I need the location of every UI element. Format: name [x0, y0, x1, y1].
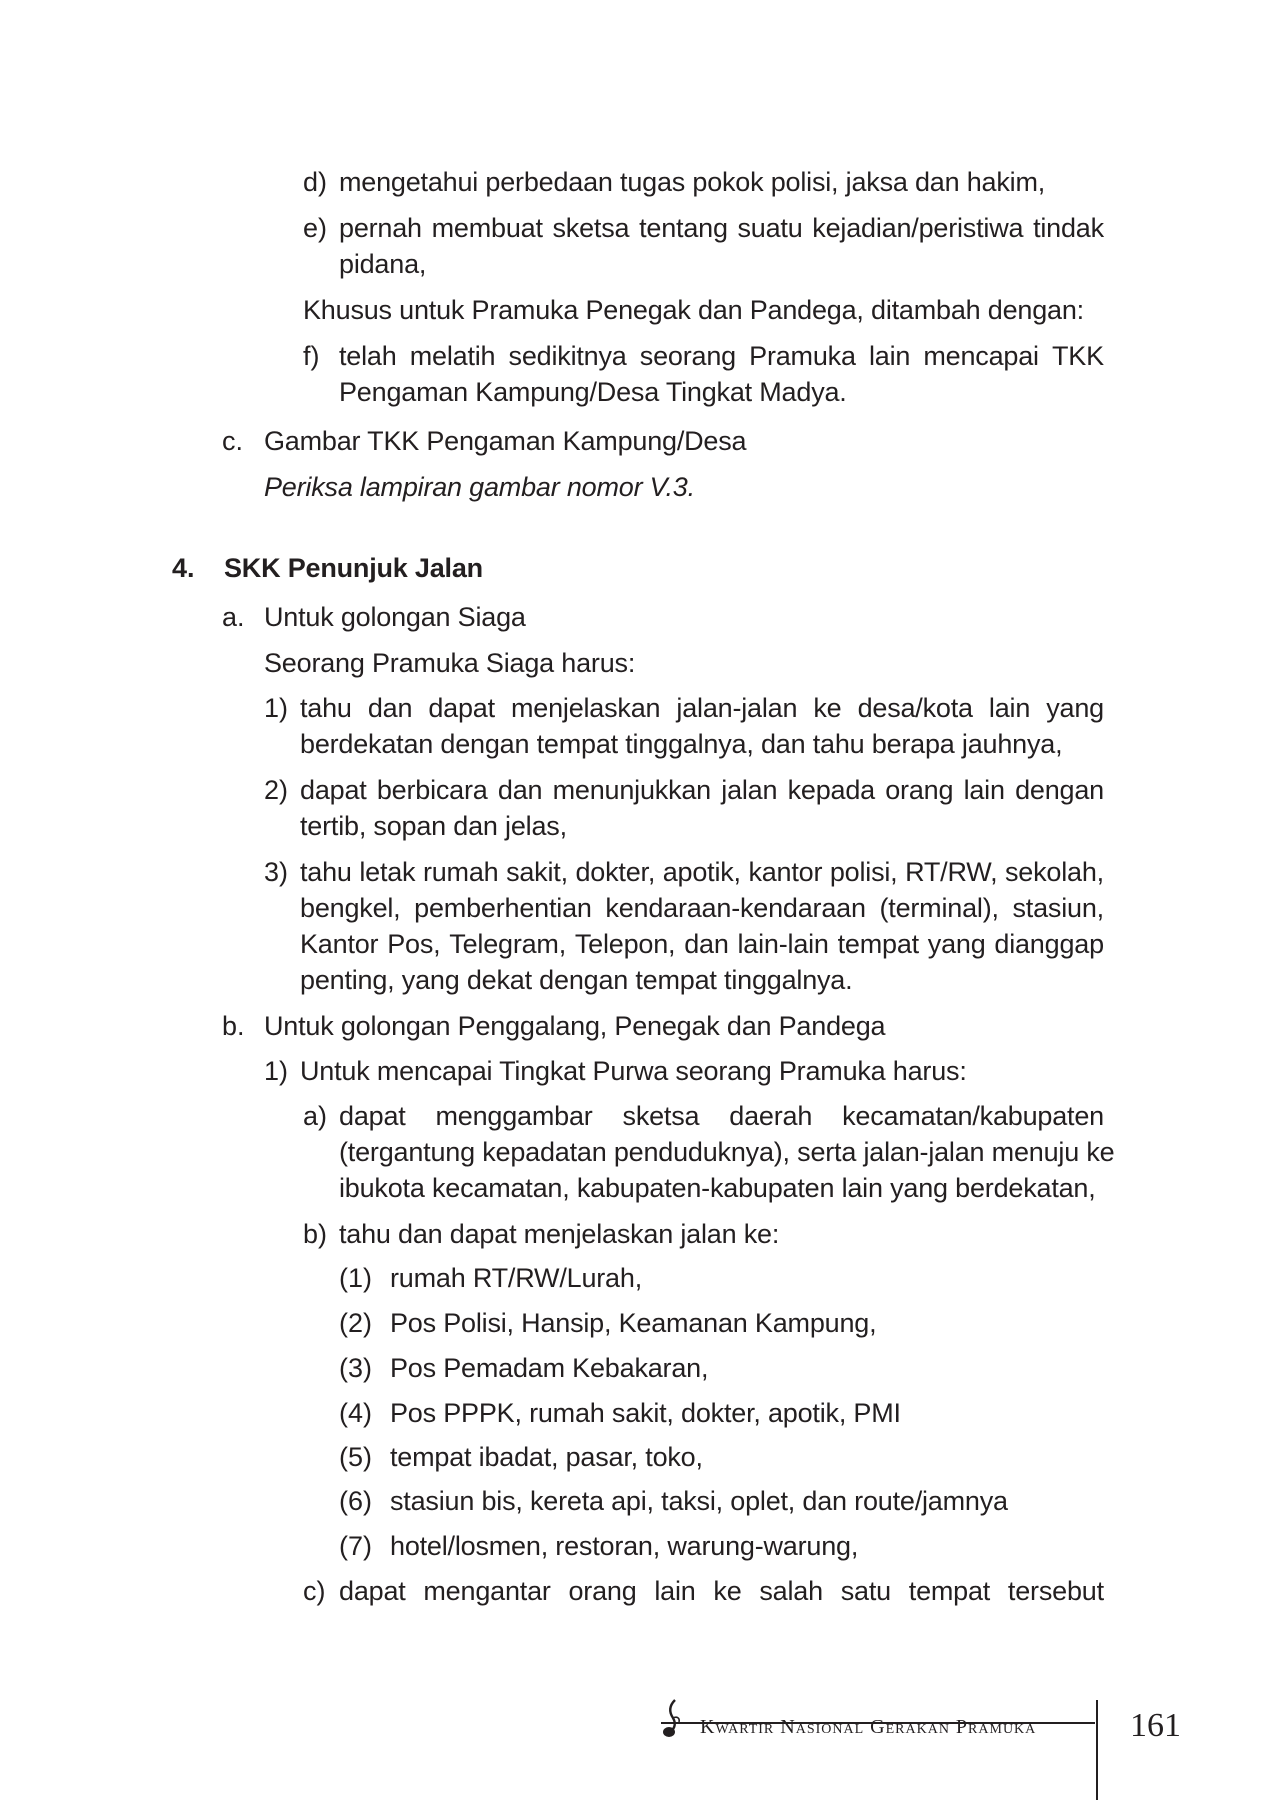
word: menjelaskan	[510, 693, 661, 723]
place-label: (3)	[339, 1353, 372, 1383]
item-d-text: mengetahui perbedaan tugas pokok polisi, jaksa dan hakim,	[339, 167, 1046, 197]
word: kejadian/peristiwa	[812, 213, 1024, 243]
item-b1-label: 1)	[264, 1056, 289, 1086]
word: dokter,	[575, 857, 656, 887]
place-text: Pos Polisi, Hansip, Keamanan Kampung,	[390, 1308, 877, 1338]
word: mengantar	[423, 1576, 551, 1606]
word: apotik,	[662, 857, 741, 887]
place-label: (4)	[339, 1398, 372, 1428]
place-text: rumah RT/RW/Lurah,	[390, 1263, 642, 1293]
word: lain	[868, 341, 911, 371]
word: pemberhentian	[414, 893, 592, 923]
word: daerah	[729, 1101, 813, 1131]
word: dapat	[339, 1576, 406, 1606]
word: RT/RW,	[905, 857, 998, 887]
item-b1-text: Untuk mencapai Tingkat Purwa seorang Pramuka harus:	[300, 1056, 967, 1086]
item-f-line2: Pengaman Kampung/Desa Tingkat Madya.	[339, 377, 847, 407]
word: ke	[813, 693, 842, 723]
item-a3-label: 3)	[264, 857, 289, 887]
page-number: 161	[1130, 1707, 1181, 1744]
word: letak	[359, 857, 416, 887]
place-label: (5)	[339, 1442, 372, 1472]
word: kecamatan/kabupaten	[842, 1101, 1104, 1131]
word: (terminal),	[879, 893, 999, 923]
item-c-label: c.	[222, 426, 244, 456]
word: membuat	[431, 213, 543, 243]
word: dapat	[428, 693, 495, 723]
section-title: SKK Penunjuk Jalan	[224, 553, 483, 583]
word: kepada	[787, 775, 875, 805]
word: lain	[963, 775, 1005, 805]
word: salah	[759, 1576, 823, 1606]
word: kendaraan-kendaraan	[605, 893, 866, 923]
item-a3-line3	[300, 926, 1104, 962]
item-e-label: e)	[303, 213, 328, 243]
word: Pramuka	[749, 341, 856, 371]
word: pernah	[339, 213, 422, 243]
word: dan	[497, 775, 543, 805]
word: telah	[339, 341, 397, 371]
item-bb-text: tahu dan dapat menjelaskan jalan ke:	[339, 1219, 780, 1249]
word: jalan-jalan	[676, 693, 798, 723]
word: berbicara	[376, 775, 488, 805]
place-text: Pos Pemadam Kebakaran,	[390, 1353, 709, 1383]
word: menunjukkan	[552, 775, 711, 805]
place-text: tempat ibadat, pasar, toko,	[390, 1442, 703, 1472]
word: polisi,	[829, 857, 898, 887]
word: stasiun,	[1012, 893, 1104, 923]
item-a2-line1	[300, 772, 1104, 808]
place-text: Pos PPPK, rumah sakit, dokter, apotik, PMI	[390, 1398, 901, 1428]
item-a1-line1	[300, 690, 1104, 726]
item-ba-line1	[339, 1098, 1104, 1134]
item-f-label: f)	[303, 341, 320, 371]
word: sedikitnya	[508, 341, 627, 371]
item-a3-line4: penting, yang dekat dengan tempat tinggalnya.	[300, 965, 853, 995]
item-a-text: Untuk golongan Siaga	[264, 602, 526, 632]
section-number: 4.	[172, 553, 195, 583]
word: melatih	[409, 341, 496, 371]
word: orang	[568, 1576, 637, 1606]
item-ba-line3: ibukota kecamatan, kabupaten-kabupaten lain yang berdekatan,	[339, 1173, 1096, 1203]
word: dianggap	[994, 929, 1104, 959]
item-a-intro: Seorang Pramuka Siaga harus:	[264, 648, 636, 678]
word: tempat	[908, 1576, 991, 1606]
word: lain	[988, 693, 1031, 723]
word: sketsa	[622, 1101, 700, 1131]
footer-divider	[1096, 1700, 1098, 1800]
word: sekolah,	[1004, 857, 1104, 887]
word: tempat	[837, 929, 919, 959]
word: sketsa	[552, 213, 630, 243]
word: dan	[367, 693, 413, 723]
word: tentang	[639, 213, 728, 243]
place-label: (2)	[339, 1308, 372, 1338]
word: yang	[927, 929, 986, 959]
word: seorang	[639, 341, 736, 371]
item-c-text: Gambar TKK Pengaman Kampung/Desa	[264, 426, 747, 456]
word: yang	[1046, 693, 1104, 723]
item-e-line2: pidana,	[339, 249, 427, 279]
word: suatu	[737, 213, 803, 243]
place-label: (1)	[339, 1263, 372, 1293]
item-bc-line1	[339, 1573, 1104, 1609]
word: Telegram,	[449, 929, 567, 959]
item-bb-label: b)	[303, 1219, 328, 1249]
word: sakit,	[506, 857, 568, 887]
item-ba-label: a)	[303, 1101, 328, 1131]
word: tahu	[300, 693, 352, 723]
place-label: (6)	[339, 1486, 372, 1516]
word: jalan	[721, 775, 778, 805]
word: rumah	[422, 857, 499, 887]
tunas-kelapa-logo-icon	[661, 1698, 683, 1740]
item-bc-label: c)	[303, 1576, 326, 1606]
word: tindak	[1033, 213, 1104, 243]
item-b-label: b.	[222, 1011, 245, 1041]
item-e-line1	[339, 210, 1104, 246]
word: mencapai	[923, 341, 1039, 371]
item-a-label: a.	[222, 602, 245, 632]
word: orang	[885, 775, 954, 805]
item-a2-label: 2)	[264, 775, 289, 805]
item-a3-line1	[300, 854, 1104, 890]
place-label: (7)	[339, 1531, 372, 1561]
word: dan	[684, 929, 729, 959]
item-c-note: Periksa lampiran gambar nomor V.3.	[264, 472, 695, 502]
word: tahu	[300, 857, 352, 887]
item-a2-line2: tertib, sopan dan jelas,	[300, 811, 567, 841]
word: desa/kota	[857, 693, 973, 723]
word: dengan	[1015, 775, 1104, 805]
word: dapat	[300, 775, 367, 805]
word: bengkel,	[300, 893, 401, 923]
item-a1-label: 1)	[264, 693, 289, 723]
word: ke	[713, 1576, 742, 1606]
item-a1-line2: berdekatan dengan tempat tinggalnya, dan tahu berapa jauhnya,	[300, 729, 1063, 759]
item-a3-line2	[300, 890, 1104, 926]
item-f-line1	[339, 338, 1104, 374]
item-d-label: d)	[303, 167, 328, 197]
word: satu	[840, 1576, 891, 1606]
word: lain	[654, 1576, 696, 1606]
word: tersebut	[1007, 1576, 1104, 1606]
word: kantor	[748, 857, 823, 887]
word: lain-lain	[737, 929, 829, 959]
place-text: hotel/losmen, restoran, warung-warung,	[390, 1531, 859, 1561]
word: dapat	[339, 1101, 406, 1131]
word: TKK	[1052, 341, 1104, 371]
word: menggambar	[435, 1101, 593, 1131]
item-ba-line2: (tergantung kepadatan penduduknya), serta jalan-jalan menuju ke	[339, 1137, 1115, 1167]
word: Pos,	[387, 929, 441, 959]
footer-publisher: Kwartir Nasional Gerakan Pramuka	[700, 1716, 1037, 1738]
word: Telepon,	[574, 929, 676, 959]
place-text: stasiun bis, kereta api, taksi, oplet, dan route/jamnya	[390, 1486, 1008, 1516]
item-b-text: Untuk golongan Penggalang, Penegak dan Pandega	[264, 1011, 886, 1041]
word: Kantor	[300, 929, 379, 959]
khusus-note: Khusus untuk Pramuka Penegak dan Pandega, ditambah dengan:	[303, 295, 1084, 325]
